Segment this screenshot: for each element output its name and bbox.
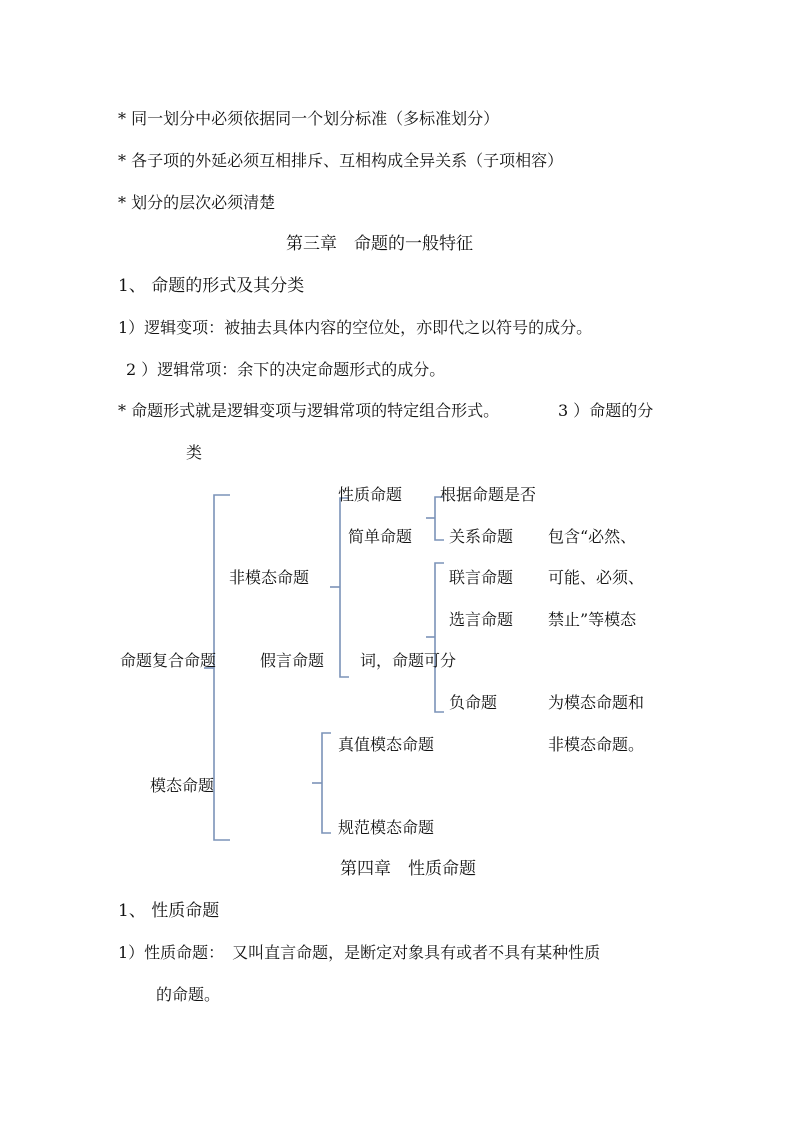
rule-line-2: * 各子项的外延必须互相排斥、互相构成全异关系（子项相容） xyxy=(118,151,564,170)
diagram-normative-modal: 规范模态命题 xyxy=(338,818,435,837)
chapter-4-section-1: 1、 性质命题 xyxy=(118,901,220,921)
chapter-4-paragraph-1-cont: 的命题。 xyxy=(156,985,221,1004)
bracket-non-modal xyxy=(340,498,349,677)
chapter-4-title: 第四章 性质命题 xyxy=(340,859,476,879)
diagram-note-line-5: 词，命题可分 xyxy=(360,651,457,670)
paragraph-classification-start: 3 ）命题的分 xyxy=(558,401,654,420)
diagram-note-line-2: 包含“必然、 xyxy=(548,527,637,546)
diagram-negative: 负命题 xyxy=(449,693,498,712)
diagram-conditional: 假言命题 xyxy=(260,651,325,670)
paragraph-proposition-form: * 命题形式就是逻辑变项与逻辑常项的特定组合形式。 xyxy=(118,401,500,420)
diagram-modal: 模态命题 xyxy=(150,776,215,795)
diagram-disjunctive: 选言命题 xyxy=(449,610,514,629)
bracket-modal xyxy=(322,733,331,833)
diagram-relation: 关系命题 xyxy=(449,527,514,546)
diagram-simple: 简单命题 xyxy=(348,527,413,546)
paragraph-classification-end: 类 xyxy=(186,443,203,462)
diagram-note-line-3: 可能、必须、 xyxy=(548,568,645,587)
diagram-conjunctive: 联言命题 xyxy=(449,568,514,587)
section-1-heading: 1、 命题的形式及其分类 xyxy=(118,276,305,296)
diagram-property: 性质命题 xyxy=(338,485,403,504)
paragraph-logical-constant: 2 ）逻辑常项：余下的决定命题形式的成分。 xyxy=(126,360,446,379)
diagram-note-line-6: 为模态命题和 xyxy=(548,693,645,712)
rule-line-3: * 划分的层次必须清楚 xyxy=(118,193,276,212)
diagram-note-line-4: 禁止”等模态 xyxy=(548,610,637,629)
diagram-non-modal: 非模态命题 xyxy=(229,568,310,587)
diagram-root: 命题 xyxy=(120,651,153,670)
bracket-root xyxy=(214,495,230,840)
rule-line-1: * 同一划分中必须依据同一个划分标准（多标准划分） xyxy=(118,109,500,128)
chapter-3-title: 第三章 命题的一般特征 xyxy=(286,234,473,254)
paragraph-logical-variable: 1）逻辑变项：被抽去具体内容的空位处，亦即代之以符号的成分。 xyxy=(118,318,593,337)
diagram-note-line-1: 根据命题是否 xyxy=(440,485,537,504)
diagram-truth-modal: 真值模态命题 xyxy=(338,735,435,754)
bracket-compound xyxy=(435,563,444,712)
diagram-compound: 复合命题 xyxy=(152,651,217,670)
diagram-note-line-7: 非模态命题。 xyxy=(548,735,645,754)
chapter-4-paragraph-1: 1）性质命题： 又叫直言命题，是断定对象具有或者不具有某种性质 xyxy=(118,943,601,962)
